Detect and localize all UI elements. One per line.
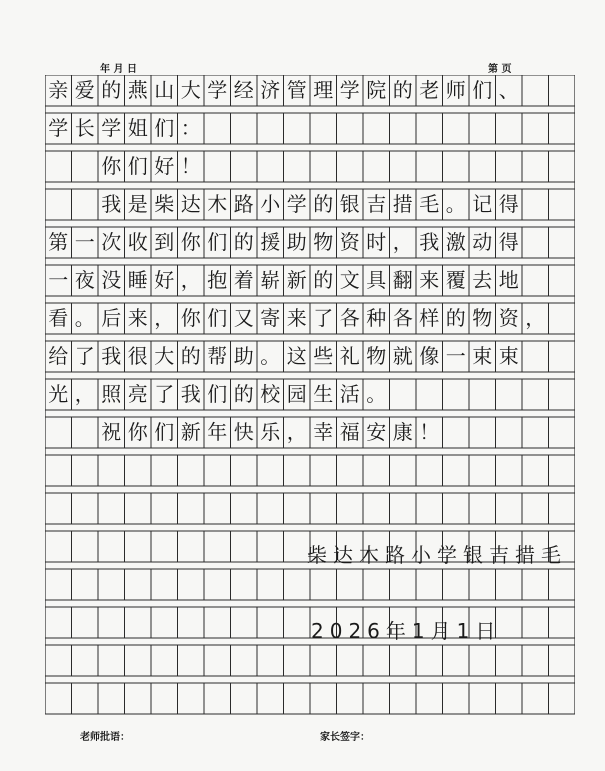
handwritten-char: 园 <box>286 382 307 406</box>
handwritten-char: 具 <box>366 268 387 292</box>
handwritten-char: 激 <box>445 230 466 254</box>
handwritten-char: 来 <box>127 306 148 330</box>
handwritten-char: 你 <box>127 420 148 444</box>
handwritten-char: 康 <box>392 420 413 444</box>
parent-signature-label: 家长签字： <box>320 732 370 743</box>
paper-header <box>0 60 605 74</box>
handwritten-char: ， <box>286 420 307 444</box>
handwritten-char: 的 <box>233 382 254 406</box>
handwritten-char: 了 <box>74 344 95 368</box>
handwritten-char: 寄 <box>260 306 281 330</box>
letter-line <box>45 189 575 220</box>
handwritten-char: 新 <box>286 268 307 292</box>
handwritten-char: 你 <box>180 230 201 254</box>
handwritten-char: 物 <box>366 344 387 368</box>
handwritten-char: 亲 <box>48 78 69 102</box>
handwritten-char: 们 <box>207 230 228 254</box>
handwritten-char: 束 <box>472 344 493 368</box>
handwritten-char: 样 <box>419 306 440 330</box>
handwritten-char: 去 <box>472 268 493 292</box>
handwritten-char: 年 <box>207 420 228 444</box>
handwritten-char: 记 <box>472 192 493 216</box>
handwritten-char: 祝 <box>101 420 122 444</box>
handwritten-char: 的 <box>445 306 466 330</box>
handwritten-char: 覆 <box>445 268 466 292</box>
writing-grid <box>45 75 575 722</box>
handwritten-char: 的 <box>180 344 201 368</box>
handwritten-char: 新 <box>180 420 201 444</box>
handwritten-char: 柴 <box>154 192 175 216</box>
handwritten-char: 来 <box>419 268 440 292</box>
letter-line <box>45 417 575 448</box>
handwritten-char: 银 <box>339 192 360 216</box>
handwritten-char: 援 <box>260 230 281 254</box>
handwritten-char: 学 <box>207 78 228 102</box>
handwritten-char: 后 <box>101 306 122 330</box>
letter-line <box>45 227 575 258</box>
handwritten-char: 路 <box>233 192 254 216</box>
handwritten-char: 第 <box>48 230 69 254</box>
date-label: 年 月 日 <box>100 64 137 75</box>
handwritten-char: 时 <box>366 230 387 254</box>
handwritten-char: 理 <box>313 78 334 102</box>
handwritten-char: 这 <box>286 344 307 368</box>
handwritten-char: 我 <box>180 382 201 406</box>
handwritten-char: 些 <box>313 344 334 368</box>
handwritten-char: 了 <box>313 306 334 330</box>
handwritten-char: ！ <box>419 420 440 444</box>
handwritten-char: 一 <box>445 344 466 368</box>
handwritten-char: 爱 <box>74 78 95 102</box>
handwritten-char: 小 <box>260 192 281 216</box>
letter-line <box>45 379 575 410</box>
handwritten-char: 好 <box>154 154 175 178</box>
handwritten-char: 睡 <box>127 268 148 292</box>
handwritten-char: ， <box>74 382 95 406</box>
handwritten-char: 次 <box>101 230 122 254</box>
handwritten-char: 一 <box>48 268 69 292</box>
handwritten-char: 物 <box>313 230 334 254</box>
handwritten-char: 光 <box>48 382 69 406</box>
handwritten-char: 学 <box>48 116 69 140</box>
handwritten-char: 我 <box>101 344 122 368</box>
handwritten-char: 翻 <box>392 268 413 292</box>
handwritten-char: 福 <box>339 420 360 444</box>
handwritten-char: 管 <box>286 78 307 102</box>
handwritten-char: 种 <box>366 306 387 330</box>
handwritten-char: 夜 <box>74 268 95 292</box>
handwritten-char: 我 <box>419 230 440 254</box>
handwritten-char: 大 <box>180 78 201 102</box>
handwritten-char: ： <box>180 116 201 140</box>
handwritten-char: 你 <box>180 306 201 330</box>
handwritten-char: ， <box>525 306 546 330</box>
handwritten-char: 一 <box>74 230 95 254</box>
handwritten-char: 措 <box>392 192 413 216</box>
handwritten-char: 。 <box>445 192 466 216</box>
letter-line <box>45 341 575 372</box>
handwritten-char: 照 <box>101 382 122 406</box>
handwritten-char: 礼 <box>339 344 360 368</box>
paper-footer <box>0 728 605 742</box>
handwritten-char: 地 <box>498 268 519 292</box>
handwritten-char: 没 <box>101 268 122 292</box>
handwritten-char: 好 <box>154 268 175 292</box>
handwritten-char: ， <box>392 230 413 254</box>
handwritten-char: 帮 <box>207 344 228 368</box>
handwritten-char: 学 <box>101 116 122 140</box>
handwritten-char: 校 <box>260 382 281 406</box>
handwritten-char: 文 <box>339 268 360 292</box>
handwritten-char: 你 <box>101 154 122 178</box>
handwritten-char: 院 <box>366 78 387 102</box>
handwritten-char: ， <box>180 268 201 292</box>
handwritten-char: 山 <box>154 78 175 102</box>
handwritten-char: 木 <box>207 192 228 216</box>
handwritten-char: 抱 <box>207 268 228 292</box>
handwritten-char: 老 <box>419 78 440 102</box>
letter-line <box>45 303 575 334</box>
handwritten-char: 动 <box>472 230 493 254</box>
handwritten-char: 们 <box>472 78 493 102</box>
handwritten-char: 学 <box>339 78 360 102</box>
handwritten-char: 束 <box>498 344 519 368</box>
handwritten-char: ， <box>154 306 175 330</box>
handwritten-char: 我 <box>101 192 122 216</box>
handwritten-char: 达 <box>180 192 201 216</box>
handwritten-char: 毛 <box>419 192 440 216</box>
handwritten-char: 活 <box>339 382 360 406</box>
handwritten-char: 大 <box>154 344 175 368</box>
handwritten-char: 。 <box>366 382 387 406</box>
handwritten-char: 的 <box>233 230 254 254</box>
handwritten-char: 的 <box>392 78 413 102</box>
handwritten-char: 亮 <box>127 382 148 406</box>
handwritten-char: 们 <box>207 306 228 330</box>
page-number-label: 第 页 <box>488 64 512 75</box>
handwritten-char: 乐 <box>260 420 281 444</box>
teacher-comment-label: 老师批语： <box>80 732 130 743</box>
handwritten-char: 的 <box>313 192 334 216</box>
letter-signature: 柴达木路小学银吉措毛 <box>307 543 567 567</box>
handwritten-char: 助 <box>233 344 254 368</box>
letter-line <box>45 75 575 106</box>
handwritten-char: 燕 <box>127 78 148 102</box>
handwritten-char: 到 <box>154 230 175 254</box>
handwritten-char: 们 <box>207 382 228 406</box>
letter-line <box>45 113 575 144</box>
handwritten-char: 幸 <box>313 420 334 444</box>
handwritten-char: 安 <box>366 420 387 444</box>
handwritten-char: ！ <box>180 154 201 178</box>
handwritten-char: 们 <box>154 420 175 444</box>
handwritten-char: 着 <box>233 268 254 292</box>
handwritten-char: 各 <box>392 306 413 330</box>
handwritten-char: 。 <box>260 344 281 368</box>
handwritten-char: 的 <box>101 78 122 102</box>
handwritten-char: 是 <box>127 192 148 216</box>
handwritten-char: 得 <box>498 230 519 254</box>
handwritten-char: 们 <box>154 116 175 140</box>
handwritten-char: 资 <box>339 230 360 254</box>
letter-line <box>45 151 575 182</box>
handwritten-char: 经 <box>233 78 254 102</box>
handwritten-char: 看 <box>48 306 69 330</box>
handwritten-char: 来 <box>286 306 307 330</box>
handwritten-char: 的 <box>313 268 334 292</box>
handwritten-char: 。 <box>74 306 95 330</box>
handwritten-char: 崭 <box>260 268 281 292</box>
handwritten-char: 济 <box>260 78 281 102</box>
handwritten-char: 就 <box>392 344 413 368</box>
handwritten-char: 收 <box>127 230 148 254</box>
handwritten-char: 姐 <box>127 116 148 140</box>
handwritten-char: 资 <box>498 306 519 330</box>
handwritten-char: 生 <box>313 382 334 406</box>
letter-date: 2026年1月1日 <box>311 619 502 643</box>
handwritten-char: 各 <box>339 306 360 330</box>
handwritten-char: 给 <box>48 344 69 368</box>
handwritten-char: 吉 <box>366 192 387 216</box>
handwritten-char: 长 <box>74 116 95 140</box>
handwritten-char: 们 <box>127 154 148 178</box>
handwritten-char: 助 <box>286 230 307 254</box>
handwritten-char: 物 <box>472 306 493 330</box>
handwritten-char: 很 <box>127 344 148 368</box>
handwritten-char: 像 <box>419 344 440 368</box>
handwritten-char: 师 <box>445 78 466 102</box>
handwritten-char: 了 <box>154 382 175 406</box>
handwritten-char: 学 <box>286 192 307 216</box>
handwritten-char: 得 <box>498 192 519 216</box>
handwritten-char: 快 <box>233 420 254 444</box>
handwritten-char: 又 <box>233 306 254 330</box>
handwritten-char: 、 <box>498 78 519 102</box>
letter-line <box>45 265 575 296</box>
